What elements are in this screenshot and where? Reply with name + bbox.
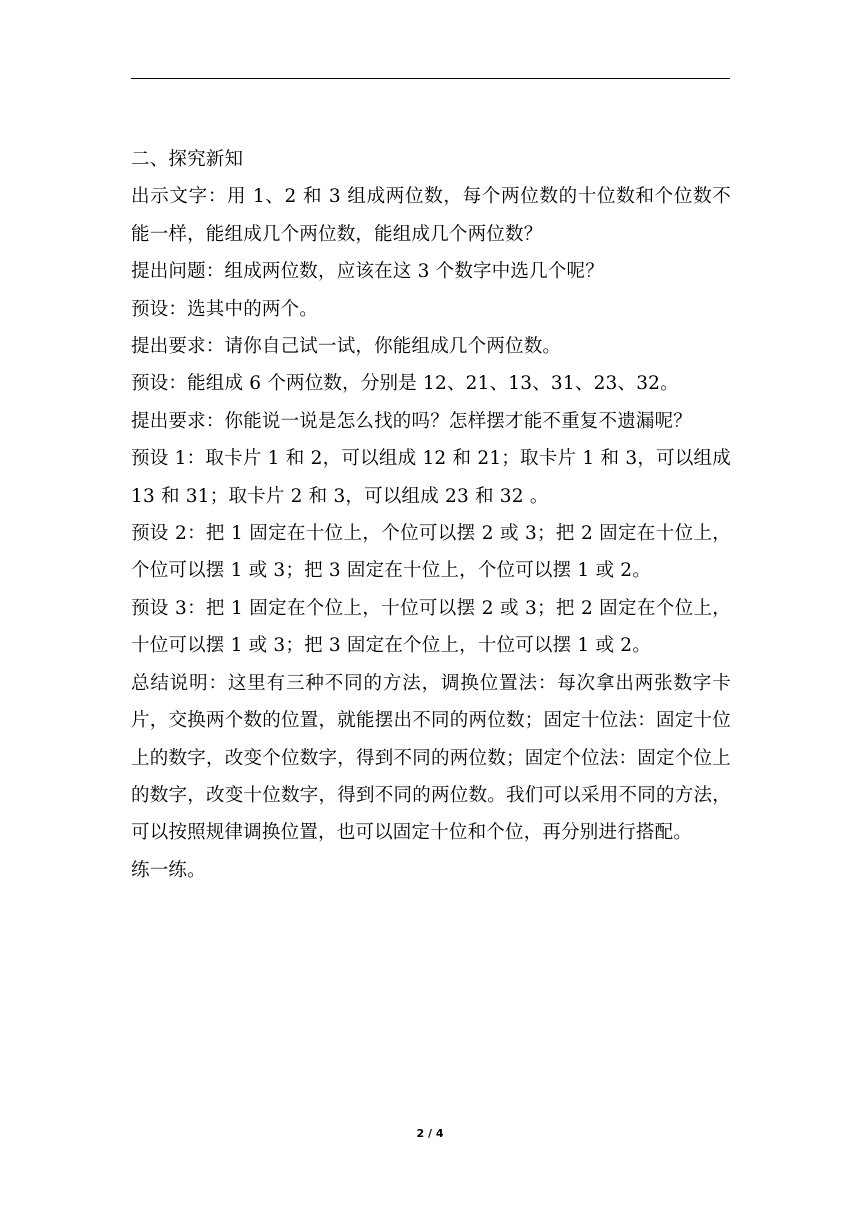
paragraph-preset-six-numbers: 预设：能组成 6 个两位数，分别是 12、21、13、31、23、32。: [131, 373, 679, 395]
page-number: 2 / 4: [416, 1127, 444, 1140]
document-body: [131, 141, 731, 889]
paragraph-preset-3: 预设 3：把 1 固定在个位上，十位可以摆 2 或 3；把 2 固定在个位上，十位可以摆 1 或 3；把 3 固定在个位上，十位可以摆 1 或 2。: [131, 597, 731, 657]
header-rule: [131, 78, 730, 79]
paragraph-question: 提出问题：组成两位数，应该在这 3 个数字中选几个呢？: [131, 261, 604, 283]
paragraph-preset: 预设：选其中的两个。: [131, 298, 319, 320]
paragraph-preset-1: 预设 1：取卡片 1 和 2，可以组成 12 和 21；取卡片 1 和 3，可以组成 13 和 31；取卡片 2 和 3，可以组成 23 和 32 。: [131, 448, 731, 507]
paragraph-requirement-2: 提出要求：你能说一说是怎么找的吗？怎样摆才能不重复不遗漏呢？: [131, 410, 693, 432]
paragraph-preset-2: 预设 2：把 1 固定在十位上，个位可以摆 2 或 3；把 2 固定在十位上，个位可以摆 1 或 3；把 3 固定在十位上，个位可以摆 1 或 2。: [131, 523, 731, 582]
paragraph-show-text: 出示文字：用 1、2 和 3 组成两位数，每个两位数的十位数和个位数不能一样，能组成几个两位数，能组成几个两位数？: [131, 186, 731, 245]
paragraph-requirement-1: 提出要求：请你自己试一试，你能组成几个两位数。: [131, 336, 562, 358]
paragraph-practice: 练一练。: [131, 859, 206, 881]
section-heading: 二、探究新知: [131, 149, 244, 170]
paragraph-summary: 总结说明：这里有三种不同的方法，调换位置法：每次拿出两张数字卡片，交换两个数的位置，就能摆出不同的两位数；固定十位法：固定十位上的数字，改变个位数字，得到不同的两位数；固定个位法：固定个位上的数字，改变十位数字，得到不同的两位数。我们可以采用不同的方法，可以按照规律调换位置，也可以固定十位和个位，再分别进行搭配。: [131, 672, 731, 844]
